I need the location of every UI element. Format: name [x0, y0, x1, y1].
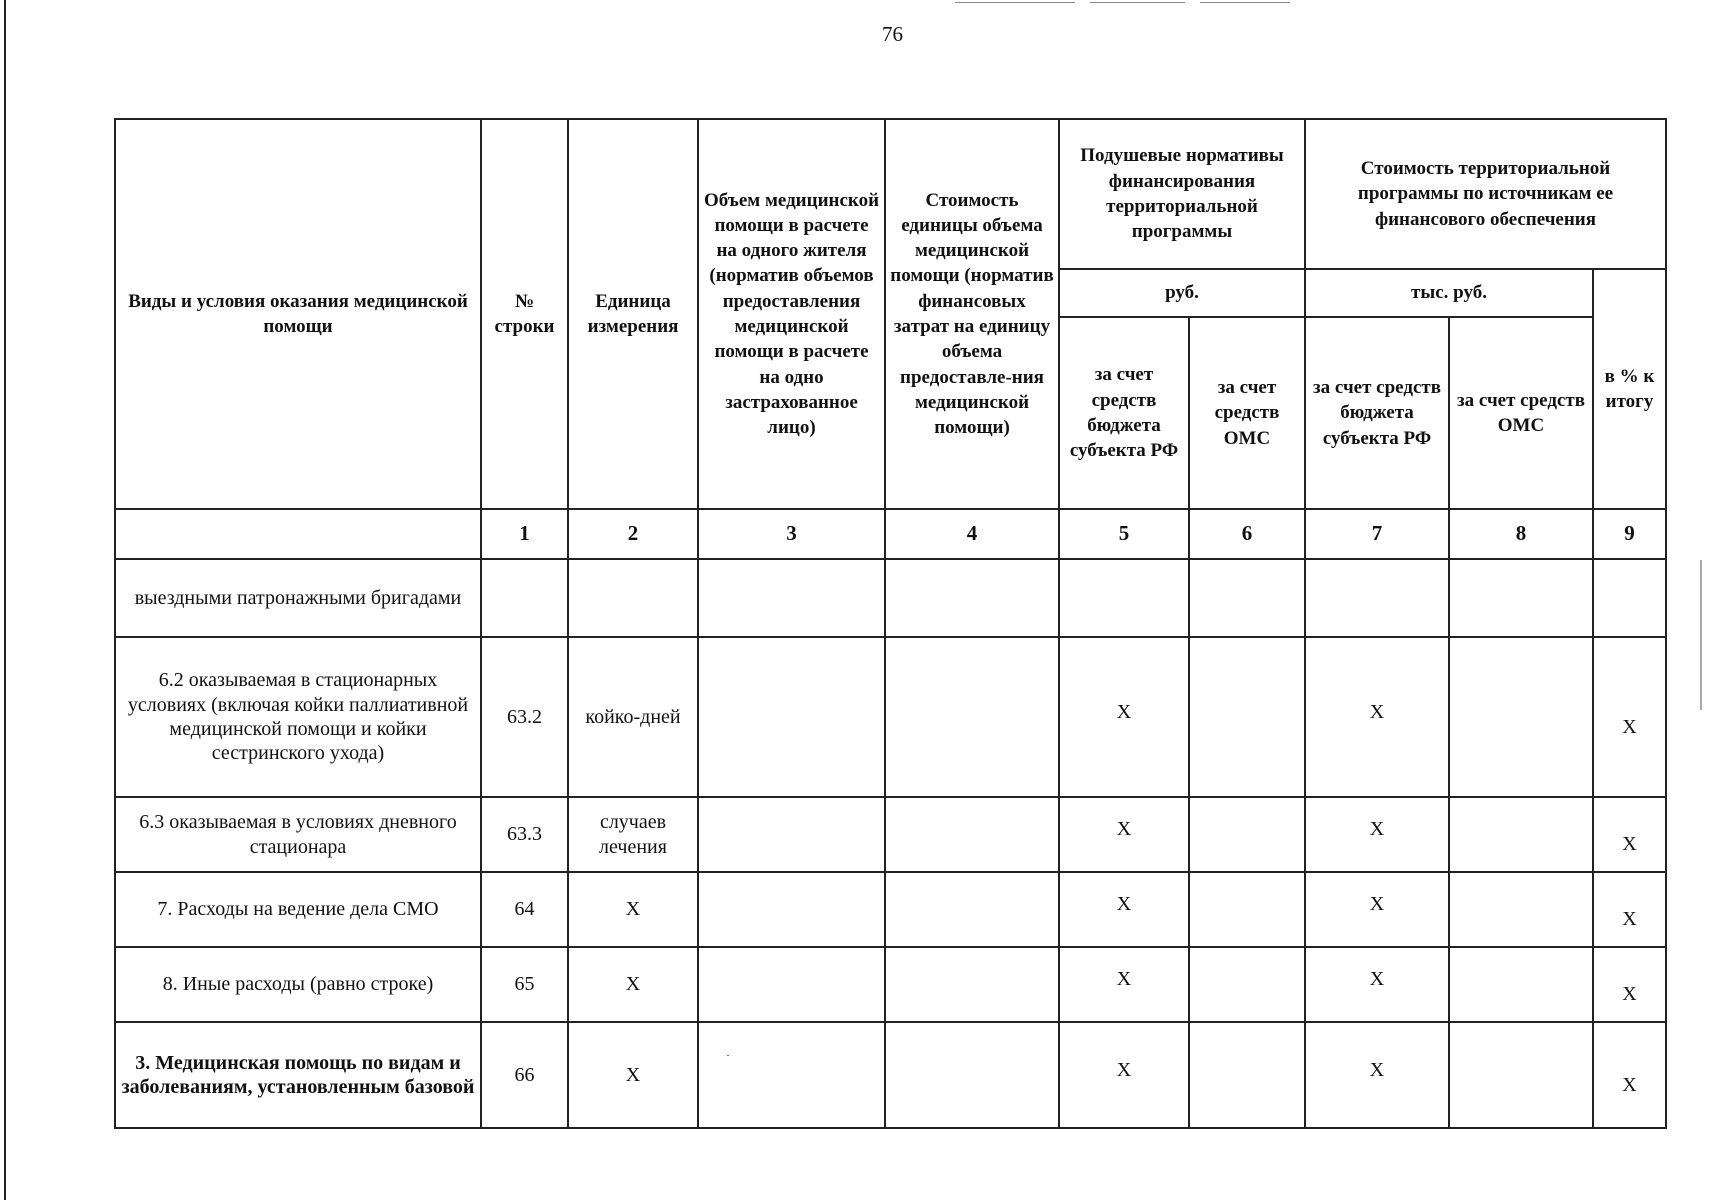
table-row — [115, 947, 1666, 1022]
financing-table — [114, 118, 1667, 1129]
row-volume — [698, 1022, 885, 1128]
row-oms — [1189, 559, 1305, 637]
row-name: 7. Расходы на ведение дела СМО — [115, 872, 481, 947]
row-volume — [698, 559, 885, 637]
row-name: 3. Медицинская помощь по видам и заболеваниям, установленным базовой — [115, 1022, 481, 1128]
row-number: 64 — [481, 872, 568, 947]
row-cost — [885, 637, 1059, 797]
table-row — [115, 797, 1666, 872]
row-name: выездными патронажными бригадами — [115, 559, 481, 637]
table-row — [115, 872, 1666, 947]
column-number: 8 — [1449, 509, 1593, 559]
row-name: 8. Иные расходы (равно строке) — [115, 947, 481, 1022]
row-number: 65 — [481, 947, 568, 1022]
row-budget-2: X — [1305, 797, 1449, 872]
row-cost — [885, 559, 1059, 637]
column-number: 3 — [698, 509, 885, 559]
row-unit: X — [568, 1022, 698, 1128]
row-volume — [698, 797, 885, 872]
row-oms-2 — [1449, 797, 1593, 872]
row-unit: X — [568, 872, 698, 947]
header-oms: за счет средств ОМС — [1189, 317, 1305, 509]
header-volume: Объем медицинской помощи в расчете на одного жителя (норматив объемов предоставления медицинской помощи в расчете на одно застрахованное лицо) — [698, 119, 885, 509]
table-row — [115, 559, 1666, 637]
row-percent: X — [1593, 637, 1666, 797]
row-oms — [1189, 637, 1305, 797]
row-budget-2: X — [1305, 947, 1449, 1022]
row-oms — [1189, 947, 1305, 1022]
column-number: 9 — [1593, 509, 1666, 559]
table-row — [115, 637, 1666, 797]
row-oms — [1189, 872, 1305, 947]
row-volume — [698, 637, 885, 797]
row-unit: X — [568, 947, 698, 1022]
row-oms-2 — [1449, 559, 1593, 637]
column-number: 2 — [568, 509, 698, 559]
row-unit: случаев лечения — [568, 797, 698, 872]
scan-rule — [1200, 2, 1290, 3]
row-number — [481, 559, 568, 637]
header-budget: за счет средств бюджета субъекта РФ — [1059, 317, 1189, 509]
scan-rule — [1090, 2, 1185, 3]
row-oms — [1189, 797, 1305, 872]
header-percent: в % к итогу — [1593, 269, 1666, 509]
row-budget: X — [1059, 797, 1189, 872]
header-per-capita: Подушевые нормативы финансирования территориальной программы — [1059, 119, 1305, 269]
header-budget-2: за счет средств бюджета субъекта РФ — [1305, 317, 1449, 509]
row-oms-2 — [1449, 637, 1593, 797]
row-cost — [885, 797, 1059, 872]
row-cost — [885, 872, 1059, 947]
row-name: 6.3 оказываемая в условиях дневного стационара — [115, 797, 481, 872]
row-number: 63.2 — [481, 637, 568, 797]
row-budget-2: X — [1305, 637, 1449, 797]
column-number: 1 — [481, 509, 568, 559]
header-row-no: № строки — [481, 119, 568, 509]
row-oms — [1189, 1022, 1305, 1128]
column-number: 5 — [1059, 509, 1189, 559]
row-budget-2: X — [1305, 872, 1449, 947]
page-edge-line — [4, 0, 6, 1200]
page-number: 76 — [882, 22, 903, 46]
row-budget: X — [1059, 872, 1189, 947]
row-name: 6.2 оказываемая в стационарных условиях (включая койки паллиативной медицинской помощи и койки сестринского ухода) — [115, 637, 481, 797]
row-budget-2: X — [1305, 1022, 1449, 1128]
row-unit: койко-дней — [568, 637, 698, 797]
row-cost — [885, 947, 1059, 1022]
column-numbers-row — [115, 509, 1666, 559]
header-oms-2: за счет средств ОМС — [1449, 317, 1593, 509]
row-percent — [1593, 559, 1666, 637]
row-number: 66 — [481, 1022, 568, 1128]
column-number: 4 — [885, 509, 1059, 559]
header-type: Виды и условия оказания медицинской помощи — [115, 119, 481, 509]
row-percent: X — [1593, 872, 1666, 947]
row-percent: X — [1593, 797, 1666, 872]
column-number: 6 — [1189, 509, 1305, 559]
row-budget-2 — [1305, 559, 1449, 637]
column-number-blank — [115, 509, 481, 559]
header-cost: Стоимость единицы объема медицинской помощи (норматив финансовых затрат на единицу объема предоставле-ния медицинской помощи) — [885, 119, 1059, 509]
table-row — [115, 1022, 1666, 1128]
row-percent: X — [1593, 1022, 1666, 1128]
scan-edge-mark — [1700, 560, 1702, 710]
row-volume — [698, 947, 885, 1022]
column-number: 7 — [1305, 509, 1449, 559]
header-rub: руб. — [1059, 269, 1305, 317]
row-budget: X — [1059, 947, 1189, 1022]
row-budget — [1059, 559, 1189, 637]
row-unit — [568, 559, 698, 637]
row-oms-2 — [1449, 947, 1593, 1022]
row-oms-2 — [1449, 1022, 1593, 1128]
header-unit: Единица измерения — [568, 119, 698, 509]
row-number: 63.3 — [481, 797, 568, 872]
row-oms-2 — [1449, 872, 1593, 947]
row-percent: X — [1593, 947, 1666, 1022]
header-thous-rub: тыс. руб. — [1305, 269, 1593, 317]
header-program-cost: Стоимость территориальной программы по источникам ее финансового обеспечения — [1305, 119, 1666, 269]
row-volume — [698, 872, 885, 947]
row-budget: X — [1059, 637, 1189, 797]
row-cost — [885, 1022, 1059, 1128]
scan-rule — [955, 2, 1075, 3]
row-budget: X — [1059, 1022, 1189, 1128]
